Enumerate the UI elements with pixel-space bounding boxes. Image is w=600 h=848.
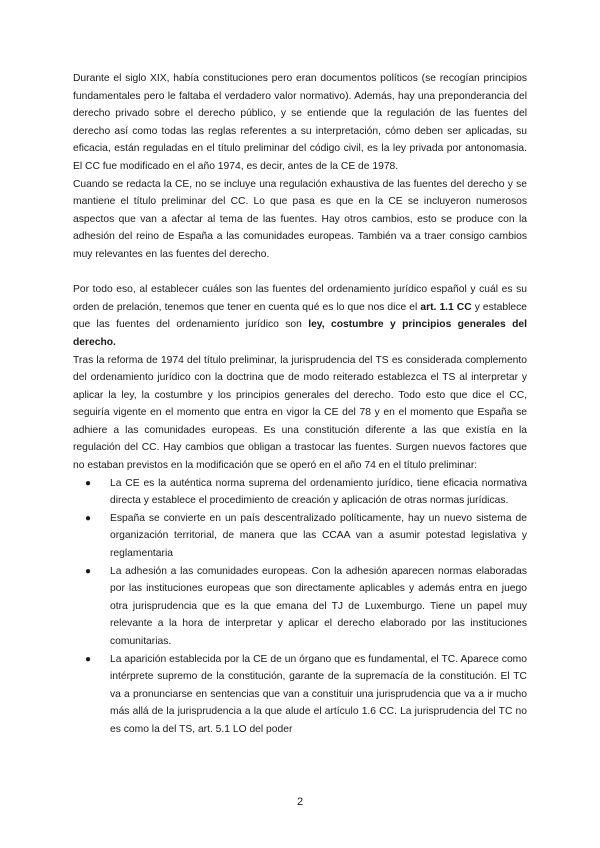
paragraph-gap xyxy=(73,264,527,282)
page-number: 2 xyxy=(296,796,304,808)
list-item xyxy=(73,651,527,739)
list-item-text: España se convierte en un país descentralizado políticamente, hay un nuevo sistema de organización territorial, de manera que las CCAA van a asumir potestad legislativa y reglamentaria xyxy=(110,512,527,560)
article-reference: art. 1.1 CC xyxy=(420,301,472,313)
paragraph-3-text-b: y establece que las fuentes del ordenamiento jurídico son xyxy=(73,301,528,331)
list-item xyxy=(73,563,527,651)
list-item-text: La CE es la auténtica norma suprema del ordenamiento jurídico, tiene eficacia normativa directa y establece el procedimiento de creación y aplicación de otras normas jurídicas. xyxy=(110,477,527,507)
paragraph-2: Cuando se redacta la CE, no se incluye una regulación exhaustiva de las fuentes del derecho y se mantiene el título preliminar del CC. Lo que pasa es que en la CE se incluyeron numerosos aspectos que van a afectar al tema de las fuentes. Hay otros cambios, esto se produce con la adhesión del reino de España a las comunidades europeas. También va a traer consigo cambios muy relevantes en las fuentes del derecho. xyxy=(73,178,527,260)
list-item xyxy=(73,510,527,563)
factors-list xyxy=(73,475,527,739)
bullet-icon: ● xyxy=(85,653,92,665)
paragraph-3-text-a: Por todo eso, al establecer cuáles son las fuentes del ordenamiento jurídico español y cuál es su orden de prelación, tenemos que tener en cuenta qué es lo que nos dice el xyxy=(73,284,527,313)
bullet-icon: ● xyxy=(85,512,92,524)
list-item-text: La adhesión a las comunidades europeas. Con la adhesión aparecen normas elaboradas por las instituciones europeas que son directamente aplicables y además entra en juego otra jurisprudencia que es la que emana del TJ de Luxemburgo. Tiene un papel muy relevante a la hora de interpretar y aplicar el derecho elaborado por las instituciones comunitarias. xyxy=(110,565,527,647)
bullet-icon: ● xyxy=(85,565,92,577)
list-item-text: La aparición establecida por la CE de un órgano que es fundamental, el TC. Aparece como intérprete supremo de la constitución, garante de la supremacía de la constitución. El TC va a pronunciarse en sentencias que van a constituir una jurisprudencia que va a ir mucho más allá de la jurisprudencia a la que alude el artículo 1.6 CC. La jurisprudencia del TC no es como la del TS, art. 5.1 LO del poder xyxy=(110,653,527,735)
paragraph-3 xyxy=(73,281,527,351)
document-body xyxy=(73,70,527,739)
bullet-icon: ● xyxy=(85,477,92,489)
paragraph-1: Durante el siglo XIX, había constituciones pero eran documentos políticos (se recogían principios fundamentales pero le faltaba el verdadero valor normativo). Además, hay una preponderancia del derecho privado sobre el derecho público, y se entiende que la regulación de las fuentes del derecho así como todas las reglas referentes a su interpretación, cómo deben ser aplicadas, su eficacia, están reguladas en el título preliminar del código civil, es la ley privada por antonomasia. El CC fue modificado en el año 1974, es decir, antes de la CE de 1978. xyxy=(73,73,527,172)
list-item xyxy=(73,475,527,510)
paragraph-4: Tras la reforma de 1974 del título preliminar, la jurisprudencia del TS es considerada complemento del ordenamiento jurídico con la doctrina que de modo reiterado establezca el TS al interpretar y aplicar la ley, la costumbre y los principios generales del derecho. Todo esto que dice el CC, seguiría vigente en el momento que entra en vigor la CE del 78 y en el momento que España se adhiere a las comunidades europeas. Es una constitución diferente a las que existía en la regulación del CC. Hay cambios que obligan a trastocar las fuentes. Surgen nuevos factores que no estaban previstos en la modificación que se operó en el año 74 en el título preliminar: xyxy=(73,354,527,472)
sources-list-bold: ley, costumbre y principios generales del derecho. xyxy=(73,319,527,348)
